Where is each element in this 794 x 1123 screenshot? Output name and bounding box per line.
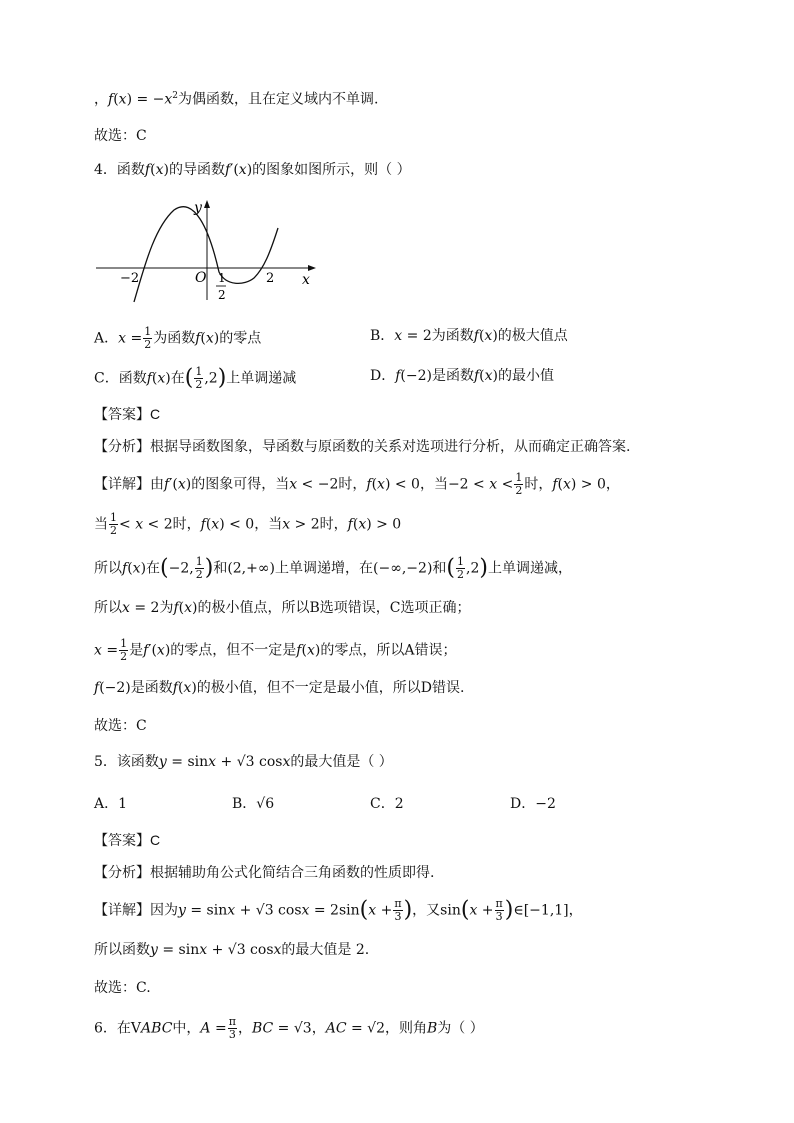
- q5-detail-2: 所以函数y = sinx + √3 cosx的最大值是 2.: [94, 942, 370, 958]
- x-label: x: [302, 272, 310, 288]
- q4-option-b: B．x = 2为函数f(x)的极大值点: [370, 328, 568, 344]
- q3-conclusion: 故选：C: [94, 128, 147, 144]
- q4-conclusion: 故选：C: [94, 718, 147, 734]
- q5-detail-1: 【详解】因为y = sinx + √3 cosx = 2sin(x + $\frac{\pi}{3}$ )，又sin(x + $\frac{\pi}{3}$ )∈[−1,1]，: [94, 897, 583, 923]
- q4-detail-2: 当 $\frac{1}{2}$ < x < 2时，f(x) < 0，当x > 2时，f(x) > 0: [94, 511, 402, 537]
- q4-detail-3: 所以f(x)在(−2, $\frac{1}{2}$ )和(2,+∞)上单调递增，在(−∞,−2)和( $\frac{1}{2}$ ,2)上单调递减，: [94, 555, 572, 581]
- q4-option-d: D．f(−2)是函数f(x)的最小值: [370, 368, 555, 384]
- y-label: y: [194, 200, 202, 216]
- q4-detail-5: x = $\frac{1}{2}$ 是f′(x)的零点，但不一定是f(x)的零点，所以A错误；: [94, 637, 457, 663]
- q5-option-a: A．1: [94, 796, 128, 812]
- tick-neg2: −2: [120, 271, 140, 286]
- q4-answer: 【答案】C: [94, 406, 161, 422]
- origin-label: O: [195, 270, 207, 286]
- q4-option-c: C．函数f(x)在( $\frac{1}{2}$ ,2)上单调递减: [94, 365, 297, 391]
- q4-option-a: A．x = $\frac{1}{2}$ 为函数f(x)的零点: [94, 325, 262, 351]
- q3-tail-line: ，$f(x) = -x^2$为偶函数，且在定义域内不单调.: [94, 91, 379, 108]
- tick-pos2: 2: [266, 271, 275, 286]
- q5-analysis: 【分析】根据辅助角公式化简结合三角函数的性质即得.: [94, 864, 435, 881]
- q6-stem: 6．在VABC中，A = $\frac{\pi}{3}$ ，BC = √3，AC = √2，则角B为（ ）: [94, 1015, 484, 1041]
- q3-tail-text: 为偶函数，且在定义域内不单调.: [178, 91, 379, 108]
- derivative-curve: [134, 207, 278, 302]
- q5-stem: 5．该函数y = sinx + √3 cosx的最大值是（ ）: [94, 754, 393, 770]
- q4-analysis: 【分析】根据导函数图象，导函数与原函数的关系对选项进行分析，从而确定正确答案.: [94, 438, 631, 455]
- tick-half-den: 2: [218, 288, 226, 302]
- q4-stem: 4．函数f(x)的导函数f′(x)的图象如图所示，则（ ）: [94, 162, 411, 178]
- x-axis-arrow: [308, 265, 316, 271]
- q5-conclusion: 故选：C.: [94, 980, 151, 996]
- q4-detail-1: 【详解】由f′(x)的图象可得，当x < −2时，f(x) < 0，当−2 < x < $\frac{1}{2}$ 时，f(x) > 0，: [94, 471, 620, 497]
- q4-detail-4: 所以x = 2为f(x)的极小值点，所以B选项错误，C选项正确；: [94, 600, 471, 616]
- q5-option-c: C．2: [370, 796, 404, 812]
- y-axis-arrow: [204, 200, 210, 208]
- q4-detail-6: f(−2)是函数f(x)的极小值，但不一定是最小值，所以D错误.: [94, 680, 465, 696]
- tick-half-num: 1: [218, 271, 226, 285]
- q5-answer: 【答案】C: [94, 832, 161, 848]
- q5-option-d: D．−2: [510, 796, 556, 812]
- q5-option-b: B．√6: [232, 796, 275, 812]
- derivative-graph: [94, 198, 324, 308]
